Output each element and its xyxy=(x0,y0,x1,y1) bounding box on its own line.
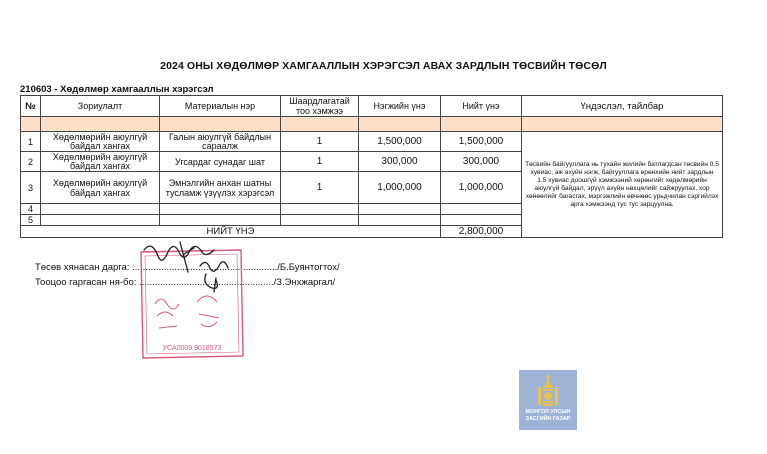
prepared-name: З.Энхжаргал/ xyxy=(276,277,336,288)
logo-text-line1: МОНГОЛ УЛСЫН xyxy=(525,409,571,415)
row-unit-price xyxy=(359,215,441,226)
table-header-row xyxy=(21,96,723,117)
approved-name: Б.Буянтогтох/ xyxy=(279,262,340,273)
row-quantity: 1 xyxy=(281,132,359,152)
row-purpose xyxy=(41,204,160,215)
header-quantity: Шаардлагатай тоо хэмжээ xyxy=(281,96,359,117)
total-value: 2,800,000 xyxy=(441,226,522,238)
table-row xyxy=(21,132,723,152)
row-unit-price: 1,000,000 xyxy=(359,172,441,204)
basis-description: Төсвийн байгууллага нь тухайн жилийн батлагдсан төсвийн 0.5 хувиас, аж ахуйн нэгж, байгууллага ерөнхийн нийт зардлын 1.5 хувиас доошгүй хэмжээний хөрөнгийг хөдөлмөрийн аюулгүй байдал, эрүүл ахуйн нөхцөлийг сайжруулах, хор хөнөөлийг багасгах, мэргэжлийн өвчнөөс урьдчилан сэргийлэх арга хэмжээнд тус тус зарцуулна. xyxy=(522,132,723,238)
logo-text-line2: ЗАСГИЙН ГАЗАР xyxy=(525,415,571,422)
row-total-price: 300,000 xyxy=(441,152,522,172)
row-material: Угсардаг сунадаг шат xyxy=(160,152,281,172)
row-purpose: Хөдөлмөрийн аюулгүй байдал хангах xyxy=(41,152,160,172)
row-no: 2 xyxy=(21,152,41,172)
document-title: 2024 ОНЫ ХӨДӨЛМӨР ХАМГААЛЛЫН ХЭРЭГСЭЛ АВАХ ЗАРДЛЫН ТӨСВИЙН ТӨСӨЛ xyxy=(160,60,607,72)
handwritten-signature xyxy=(140,238,250,298)
budget-table xyxy=(20,95,723,238)
table-band-row xyxy=(21,117,723,132)
budget-code-label: 210603 - Хөдөлмөр хамгааллын хэрэгсэл xyxy=(20,84,214,95)
row-unit-price xyxy=(359,204,441,215)
government-logo xyxy=(519,370,577,430)
row-material: Галын аюулгүй байдлын сараалж xyxy=(160,132,281,152)
approved-label: Төсөв хянасан дарга: ......................................................./ xyxy=(35,262,280,273)
row-material xyxy=(160,215,281,226)
stamp-code: УСА0009 9018573 xyxy=(162,345,222,352)
row-material: Эмнэлгийн анхан шатны тусламж үзүүлэх хэрэгсэл xyxy=(160,172,281,204)
header-purpose: Зориулалт xyxy=(41,96,160,117)
row-quantity xyxy=(281,215,359,226)
row-no: 4 xyxy=(21,204,41,215)
row-no: 1 xyxy=(21,132,41,152)
row-total-price: 1,500,000 xyxy=(441,132,522,152)
row-no: 5 xyxy=(21,215,41,226)
soyombo-icon xyxy=(535,373,561,409)
row-unit-price: 1,500,000 xyxy=(359,132,441,152)
row-quantity: 1 xyxy=(281,152,359,172)
header-material: Материалын нэр xyxy=(160,96,281,117)
row-purpose: Хөдөлмөрийн аюулгүй байдал хангах xyxy=(41,132,160,152)
row-quantity xyxy=(281,204,359,215)
prepared-label: Тооцоо гаргасан ня-бо: .................................................../ xyxy=(35,277,277,288)
total-label: НИЙТ ҮНЭ xyxy=(21,226,441,238)
header-unit-price: Нэгжийн үнэ xyxy=(359,96,441,117)
row-unit-price: 300,000 xyxy=(359,152,441,172)
header-total-price: Нийт үнэ xyxy=(441,96,522,117)
row-total-price xyxy=(441,215,522,226)
header-no: № xyxy=(21,96,41,117)
row-quantity: 1 xyxy=(281,172,359,204)
row-no: 3 xyxy=(21,172,41,204)
row-material xyxy=(160,204,281,215)
row-purpose: Хөдөлмөрийн аюулгүй байдал хангах xyxy=(41,172,160,204)
row-purpose xyxy=(41,215,160,226)
header-basis: Үндэслэл, тайлбар xyxy=(522,96,723,117)
row-total-price: 1,000,000 xyxy=(441,172,522,204)
row-total-price xyxy=(441,204,522,215)
